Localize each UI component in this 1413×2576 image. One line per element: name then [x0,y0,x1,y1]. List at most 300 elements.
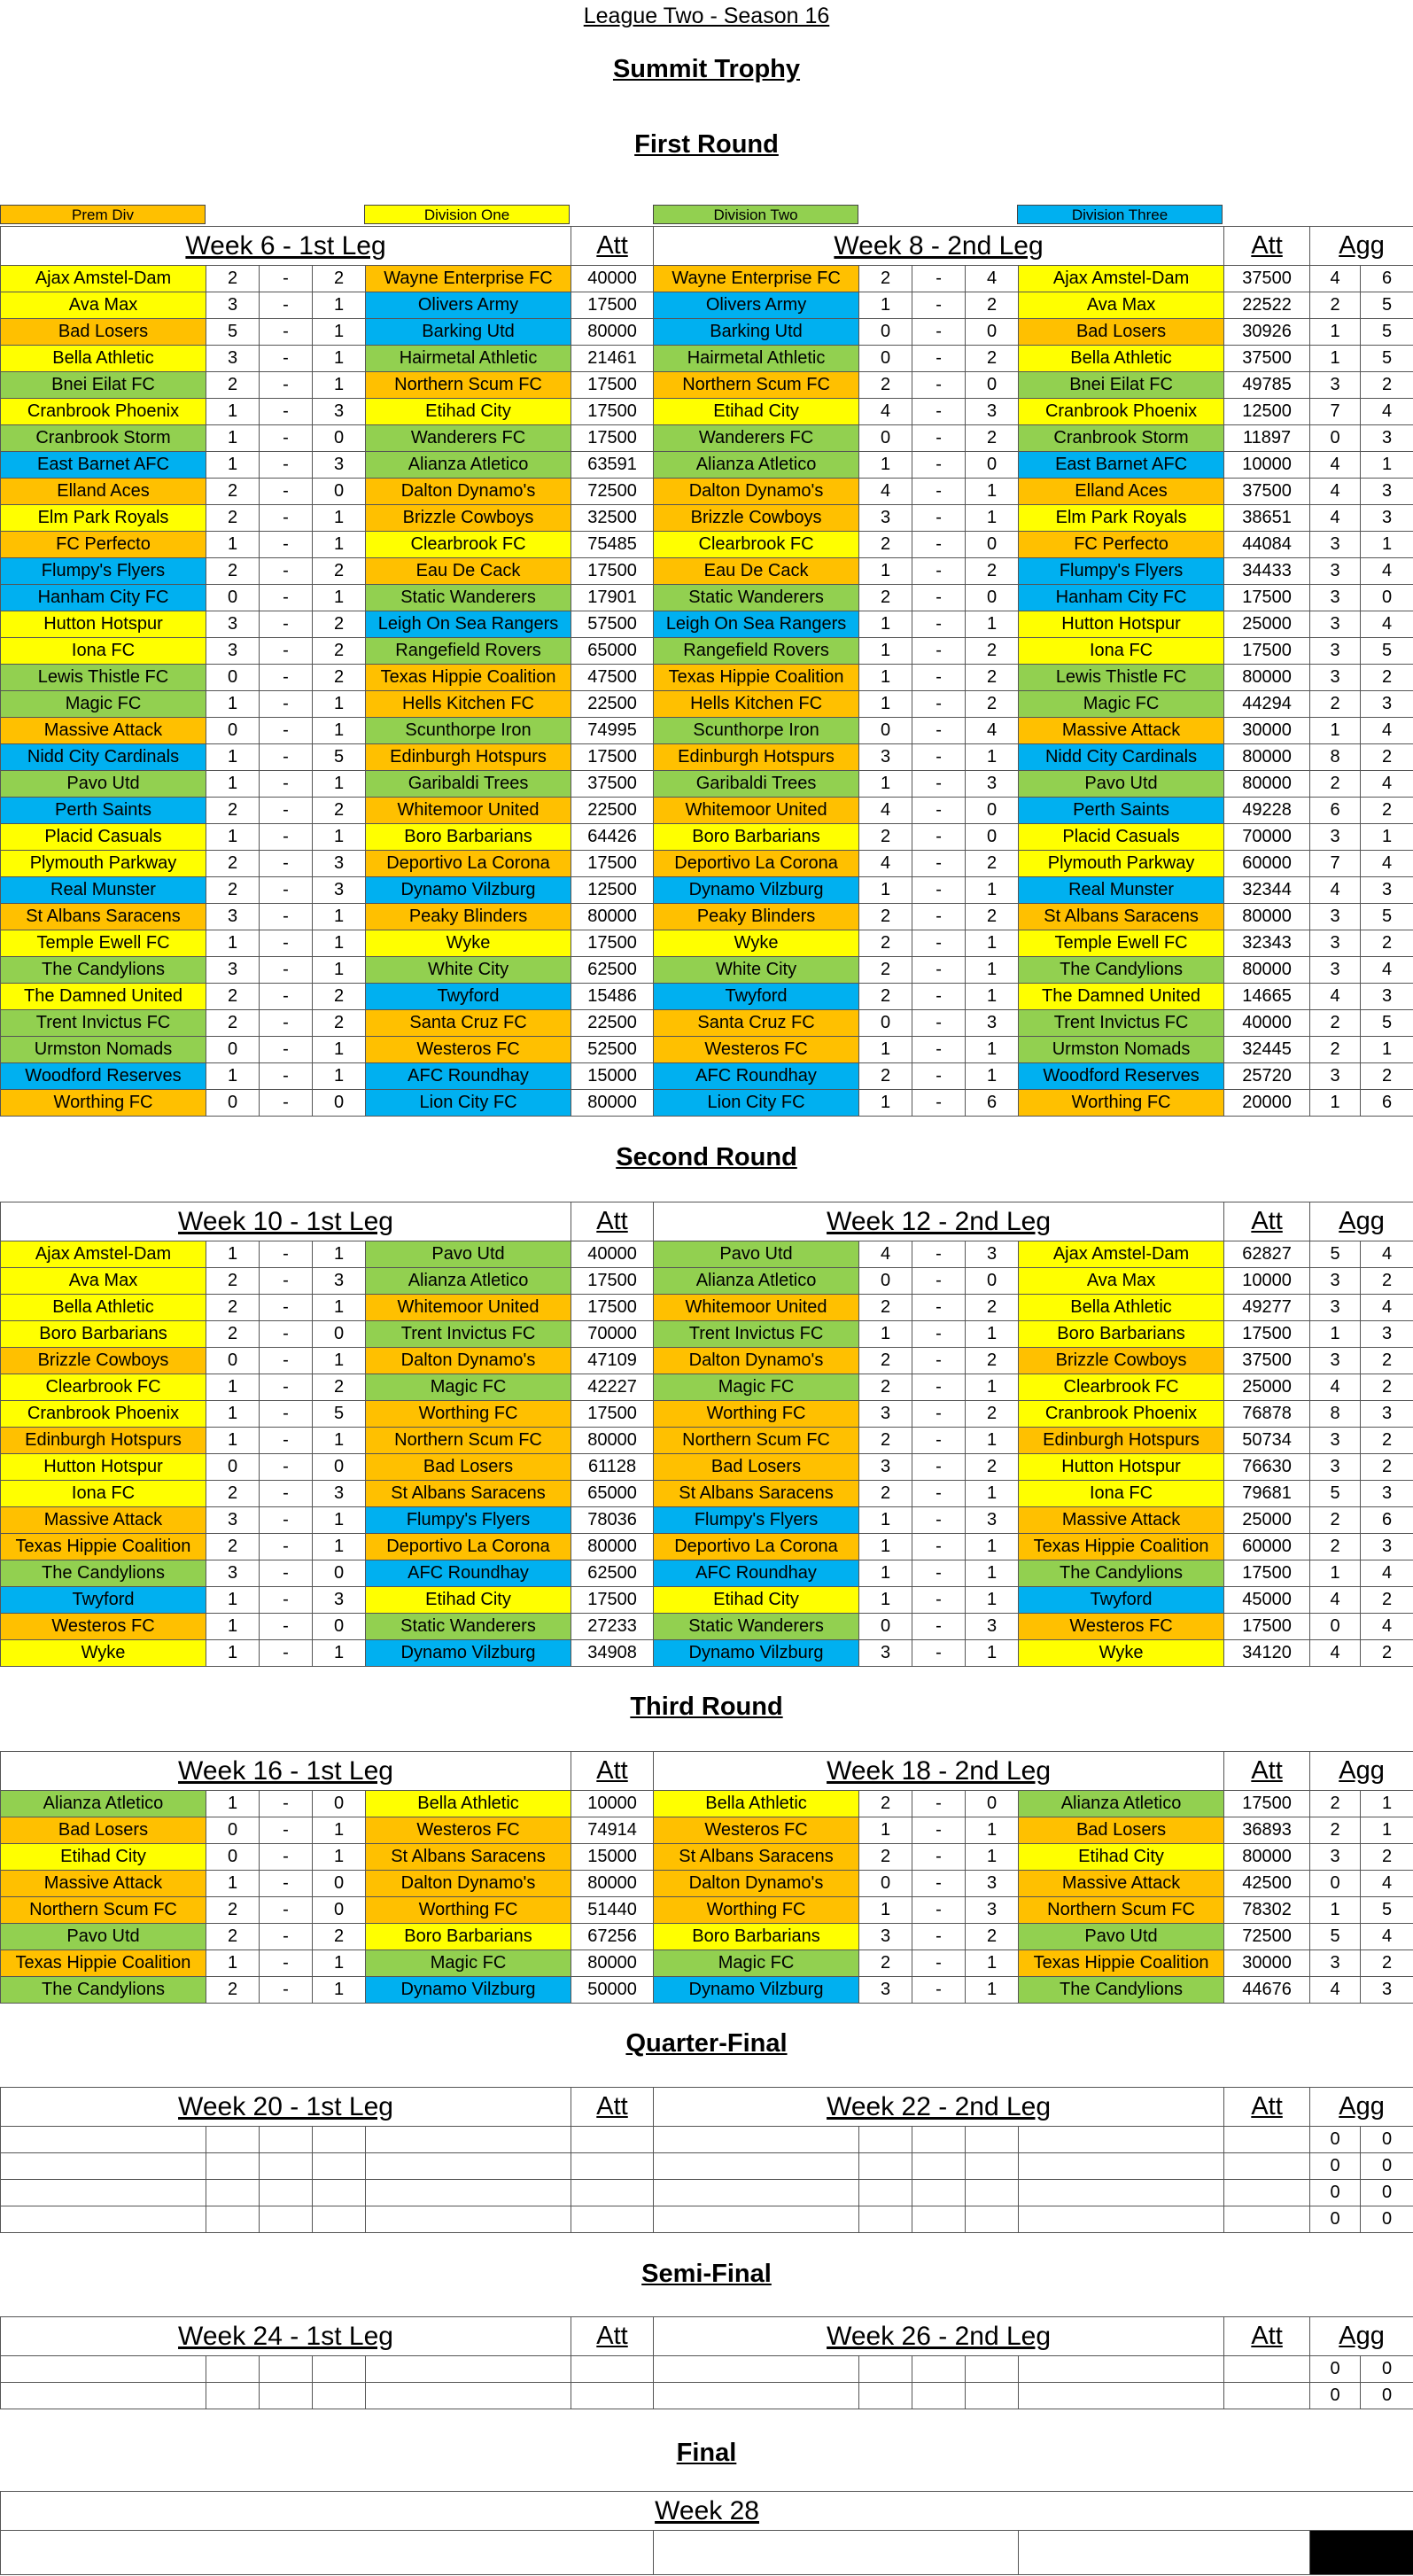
leg1-away-team: Northern Scum FC [366,1428,571,1454]
match-row [1,638,1413,665]
score-separator: - [260,984,313,1010]
leg1-home-score: 5 [206,319,260,346]
leg1-home-score: 2 [206,1977,260,2004]
leg1-away-score: 0 [313,1090,366,1117]
leg2-attendance: 38651 [1224,505,1310,532]
leg2-home-score: 0 [859,1268,912,1295]
agg-score-second: 3 [1361,1401,1413,1428]
leg1-home-team: Bad Losers [1,319,206,346]
leg1-attendance: 17500 [571,292,654,319]
leg1-home-score: 1 [206,1428,260,1454]
leg1-away-team: Deportivo La Corona [366,851,571,877]
leg2-home-team: Dynamo Vilzburg [654,1977,859,2004]
leg2-home-team: Whitemoor United [654,1295,859,1321]
leg1-home-score: 0 [206,1844,260,1871]
leg1-away-score: 1 [313,1844,366,1871]
agg-score-second: 2 [1361,1268,1413,1295]
leg2-away-score [966,2180,1019,2206]
leg1-away-team: Rangefield Rovers [366,638,571,665]
leg2-home-team: Wanderers FC [654,425,859,452]
leg1-home-team [1,2383,206,2409]
leg2-home-score [859,2383,912,2409]
leg1-attendance: 32500 [571,505,654,532]
match-row [1,266,1413,292]
leg2-home-score: 1 [859,1897,912,1924]
leg1-away-score: 1 [313,1950,366,1977]
leg2-away-score: 2 [966,691,1019,718]
leg2-attendance: 11897 [1224,425,1310,452]
agg-score-first: 2 [1310,1507,1361,1534]
agg-score-second: 2 [1361,1640,1413,1667]
score-separator: - [912,1950,966,1977]
leg2-away-team [1019,2153,1224,2180]
leg1-attendance: 15000 [571,1844,654,1871]
leg2-home-score: 3 [859,1401,912,1428]
score-separator: - [260,1321,313,1348]
leg1-title: Week 20 - 1st Leg [1,2088,571,2127]
leg1-home-score: 2 [206,1295,260,1321]
leg2-home-score: 1 [859,1534,912,1560]
agg-score-second: 3 [1361,1534,1413,1560]
leg1-away-team: Alianza Atletico [366,452,571,479]
score-separator: - [912,1534,966,1560]
agg-score-first: 4 [1310,505,1361,532]
leg2-home-team [654,2127,859,2153]
match-row [1,1428,1413,1454]
score-separator [260,2180,313,2206]
score-separator: - [260,505,313,532]
match-row [1,292,1413,319]
leg1-away-score: 0 [313,1321,366,1348]
score-separator: - [260,957,313,984]
leg1-away-score: 3 [313,452,366,479]
final-table [0,2491,1413,2575]
leg1-attendance: 74914 [571,1817,654,1844]
leg2-home-team: Static Wanderers [654,585,859,611]
match-row [1,372,1413,399]
leg1-away-score: 1 [313,1640,366,1667]
leg2-away-score: 0 [966,319,1019,346]
leg2-away-score: 1 [966,1587,1019,1614]
agg-score-second: 3 [1361,425,1413,452]
leg1-away-score: 3 [313,851,366,877]
score-separator: - [260,1950,313,1977]
agg-score-first: 3 [1310,824,1361,851]
leg1-home-score: 3 [206,904,260,930]
leg2-away-score: 2 [966,904,1019,930]
agg-score-first: 3 [1310,1063,1361,1090]
leg1-attendance: 17500 [571,1295,654,1321]
agg-header: Agg [1310,2317,1413,2356]
agg-score-second: 3 [1361,505,1413,532]
leg2-home-team: Wyke [654,930,859,957]
leg2-away-team: The Candylions [1019,957,1224,984]
leg2-away-score: 0 [966,585,1019,611]
leg1-away-score [313,2180,366,2206]
leg1-home-team: FC Perfecto [1,532,206,558]
leg2-home-score: 0 [859,718,912,744]
leg2-away-score: 1 [966,930,1019,957]
score-separator: - [260,1871,313,1897]
agg-score-first: 2 [1310,1037,1361,1063]
agg-score-first: 8 [1310,1401,1361,1428]
leg1-away-score: 1 [313,1534,366,1560]
leg1-home-score: 2 [206,1268,260,1295]
agg-score-first: 3 [1310,1454,1361,1481]
leg1-home-team: Worthing FC [1,1090,206,1117]
leg2-away-score: 0 [966,532,1019,558]
leg2-home-score: 4 [859,798,912,824]
leg2-attendance: 80000 [1224,904,1310,930]
leg1-attendance: 47109 [571,1348,654,1374]
agg-score-second: 1 [1361,824,1413,851]
score-separator [912,2206,966,2233]
leg1-attendance: 62500 [571,1560,654,1587]
leg1-away-score: 3 [313,1481,366,1507]
agg-score-second: 3 [1361,1321,1413,1348]
leg1-away-team [366,2127,571,2153]
score-separator: - [260,1507,313,1534]
leg1-home-score: 1 [206,1401,260,1428]
agg-score-second: 5 [1361,292,1413,319]
score-separator: - [912,266,966,292]
match-row [1,1321,1413,1348]
leg1-away-score: 0 [313,1791,366,1817]
score-separator: - [912,930,966,957]
leg2-away-score: 6 [966,1090,1019,1117]
leg1-attendance: 12500 [571,877,654,904]
leg2-home-team: Texas Hippie Coalition [654,665,859,691]
leg2-away-team: Boro Barbarians [1019,1321,1224,1348]
agg-score-second: 4 [1361,399,1413,425]
match-row [1,505,1413,532]
leg2-attendance: 22522 [1224,292,1310,319]
leg2-home-score: 2 [859,984,912,1010]
leg2-home-team: Twyford [654,984,859,1010]
leg1-home-team: Plymouth Parkway [1,851,206,877]
leg1-home-team: Hutton Hotspur [1,611,206,638]
leg1-home-score: 3 [206,1507,260,1534]
leg2-attendance: 12500 [1224,399,1310,425]
leg2-away-team: Hanham City FC [1019,585,1224,611]
agg-score-second: 1 [1361,1037,1413,1063]
leg1-away-score: 3 [313,1268,366,1295]
agg-score-second: 0 [1361,2206,1413,2233]
leg2-away-team: Bnei Eilat FC [1019,372,1224,399]
leg2-away-score: 3 [966,1897,1019,1924]
leg2-home-team: Clearbrook FC [654,532,859,558]
leg2-away-team: Etihad City [1019,1844,1224,1871]
leg2-away-score: 1 [966,1321,1019,1348]
leg1-home-score: 1 [206,1950,260,1977]
leg2-away-team: East Barnet AFC [1019,452,1224,479]
score-separator: - [912,319,966,346]
leg2-attendance [1224,2383,1310,2409]
leg1-away-score: 1 [313,957,366,984]
match-row [1,824,1413,851]
score-separator: - [260,611,313,638]
leg1-attendance: 10000 [571,1791,654,1817]
leg1-attendance: 42227 [571,1374,654,1401]
leg1-attendance: 47500 [571,665,654,691]
leg1-away-team: Dalton Dynamo's [366,1348,571,1374]
leg2-away-team [1019,2356,1224,2383]
leg2-away-score: 1 [966,611,1019,638]
leg1-attendance: 27233 [571,1614,654,1640]
score-separator: - [260,479,313,505]
agg-score-first: 1 [1310,1321,1361,1348]
agg-score-first: 0 [1310,425,1361,452]
leg2-attendance: 32445 [1224,1037,1310,1063]
leg1-away-team: Olivers Army [366,292,571,319]
match-row [1,319,1413,346]
agg-score-second: 6 [1361,1090,1413,1117]
leg2-title: Week 22 - 2nd Leg [654,2088,1224,2127]
leg1-attendance: 21461 [571,346,654,372]
leg1-home-team: Massive Attack [1,1507,206,1534]
round-table [0,1751,1413,2004]
match-row [1,1348,1413,1374]
leg1-home-score: 2 [206,558,260,585]
match-row [1,425,1413,452]
leg2-home-score: 3 [859,1977,912,2004]
leg1-away-team: AFC Roundhay [366,1063,571,1090]
leg1-home-score: 2 [206,266,260,292]
agg-header: Agg [1310,1752,1413,1791]
leg2-away-score: 3 [966,1010,1019,1037]
leg2-attendance [1224,2180,1310,2206]
leg1-home-team: Edinburgh Hotspurs [1,1428,206,1454]
leg1-home-score: 3 [206,292,260,319]
score-separator: - [260,1241,313,1268]
leg1-away-score: 1 [313,319,366,346]
leg2-home-team: Hairmetal Athletic [654,346,859,372]
leg2-home-score: 2 [859,266,912,292]
leg1-home-score: 0 [206,585,260,611]
leg2-home-score: 2 [859,904,912,930]
agg-score-first: 0 [1310,2206,1361,2233]
score-separator: - [260,638,313,665]
leg2-home-team: Alianza Atletico [654,1268,859,1295]
leg2-away-team: Wyke [1019,1640,1224,1667]
score-separator: - [260,691,313,718]
leg1-away-score: 1 [313,372,366,399]
leg2-home-score: 1 [859,1587,912,1614]
leg2-home-team: Dalton Dynamo's [654,1871,859,1897]
leg1-away-score: 1 [313,585,366,611]
leg2-attendance: 25000 [1224,1507,1310,1534]
leg1-home-team: Flumpy's Flyers [1,558,206,585]
match-row [1,1481,1413,1507]
score-separator: - [912,1924,966,1950]
agg-score-second: 5 [1361,638,1413,665]
leg1-away-score: 2 [313,1010,366,1037]
leg2-away-team: Iona FC [1019,1481,1224,1507]
agg-score-second: 4 [1361,771,1413,798]
leg1-home-team: Pavo Utd [1,1924,206,1950]
leg2-title: Week 18 - 2nd Leg [654,1752,1224,1791]
leg2-attendance: 25000 [1224,1374,1310,1401]
leg2-home-team: Wayne Enterprise FC [654,266,859,292]
leg1-home-score [206,2153,260,2180]
leg1-home-score: 2 [206,1897,260,1924]
score-separator: - [260,1897,313,1924]
agg-score-second: 4 [1361,957,1413,984]
score-separator: - [912,798,966,824]
leg2-home-team: Lion City FC [654,1090,859,1117]
leg1-away-score: 1 [313,1063,366,1090]
leg2-away-team: Elm Park Royals [1019,505,1224,532]
score-separator: - [912,372,966,399]
leg2-away-team: Texas Hippie Coalition [1019,1534,1224,1560]
leg2-away-score [966,2383,1019,2409]
leg1-home-score: 0 [206,665,260,691]
score-separator: - [912,1507,966,1534]
leg1-attendance: 17500 [571,744,654,771]
leg2-home-score: 1 [859,1560,912,1587]
leg1-home-team: The Candylions [1,1560,206,1587]
agg-score-second: 4 [1361,1560,1413,1587]
leg1-attendance: 22500 [571,691,654,718]
leg1-away-team: Hairmetal Athletic [366,346,571,372]
score-separator: - [260,1481,313,1507]
leg2-attendance: 80000 [1224,665,1310,691]
final-right-cell [1019,2531,1310,2575]
leg1-away-team: Boro Barbarians [366,824,571,851]
leg2-away-score: 2 [966,292,1019,319]
leg1-away-score: 3 [313,877,366,904]
leg1-home-team [1,2153,206,2180]
leg1-attendance: 80000 [571,1950,654,1977]
leg2-away-score: 4 [966,718,1019,744]
att-header: Att [1224,2317,1310,2356]
score-separator: - [912,691,966,718]
leg1-attendance: 80000 [571,1534,654,1560]
leg2-away-team: Flumpy's Flyers [1019,558,1224,585]
leg1-away-score: 2 [313,798,366,824]
leg2-home-team: Bad Losers [654,1454,859,1481]
leg2-attendance: 30926 [1224,319,1310,346]
match-row [1,798,1413,824]
leg1-home-score: 2 [206,505,260,532]
leg1-home-team: Westeros FC [1,1614,206,1640]
score-separator: - [260,452,313,479]
leg1-away-team: Worthing FC [366,1401,571,1428]
score-separator: - [912,1560,966,1587]
score-separator: - [912,1037,966,1063]
leg1-away-score: 2 [313,1374,366,1401]
agg-score-first: 3 [1310,930,1361,957]
leg1-home-score: 2 [206,877,260,904]
agg-score-first: 4 [1310,452,1361,479]
leg1-attendance: 40000 [571,266,654,292]
agg-score-first: 8 [1310,744,1361,771]
leg2-attendance: 78302 [1224,1897,1310,1924]
score-separator: - [260,877,313,904]
score-separator: - [260,771,313,798]
leg2-attendance: 80000 [1224,957,1310,984]
leg2-away-team: Temple Ewell FC [1019,930,1224,957]
leg1-away-score: 1 [313,1977,366,2004]
leg2-home-team: White City [654,957,859,984]
match-row [1,1560,1413,1587]
agg-score-first: 7 [1310,851,1361,877]
leg1-home-score [206,2127,260,2153]
score-separator: - [912,346,966,372]
leg1-away-team: Magic FC [366,1374,571,1401]
leg1-attendance: 17500 [571,1268,654,1295]
leg2-home-team: Worthing FC [654,1401,859,1428]
leg1-attendance: 70000 [571,1321,654,1348]
agg-score-second: 2 [1361,1454,1413,1481]
leg1-away-score: 2 [313,611,366,638]
leg2-attendance: 34433 [1224,558,1310,585]
leg1-attendance: 80000 [571,319,654,346]
leg1-away-score: 1 [313,292,366,319]
agg-score-second: 0 [1361,2383,1413,2409]
leg1-home-score: 3 [206,957,260,984]
agg-score-second: 3 [1361,691,1413,718]
leg1-away-score: 2 [313,1924,366,1950]
leg1-home-team: Clearbrook FC [1,1374,206,1401]
leg1-home-team: Iona FC [1,638,206,665]
match-row [1,558,1413,585]
leg2-title: Week 26 - 2nd Leg [654,2317,1224,2356]
agg-score-second: 1 [1361,532,1413,558]
score-separator: - [260,1090,313,1117]
leg1-home-team: Texas Hippie Coalition [1,1534,206,1560]
leg1-away-team: Clearbrook FC [366,532,571,558]
leg1-home-score: 1 [206,1241,260,1268]
leg2-away-score: 2 [966,1401,1019,1428]
leg1-home-team: Bella Athletic [1,1295,206,1321]
leg2-away-team: Urmston Nomads [1019,1037,1224,1063]
leg1-home-score: 0 [206,1037,260,1063]
leg2-away-score: 1 [966,1063,1019,1090]
leg2-away-team: Alianza Atletico [1019,1791,1224,1817]
leg1-away-score: 0 [313,425,366,452]
leg1-away-team: Dynamo Vilzburg [366,877,571,904]
score-separator: - [260,665,313,691]
leg2-home-score: 0 [859,425,912,452]
att-header: Att [571,2088,654,2127]
score-separator: - [260,1454,313,1481]
leg2-home-team: Barking Utd [654,319,859,346]
leg1-away-team: Scunthorpe Iron [366,718,571,744]
leg2-away-team: Ava Max [1019,292,1224,319]
agg-score-first: 0 [1310,2153,1361,2180]
leg1-attendance: 17500 [571,930,654,957]
score-separator: - [260,1614,313,1640]
leg1-away-score: 2 [313,266,366,292]
leg2-away-score: 1 [966,1481,1019,1507]
leg1-title: Week 10 - 1st Leg [1,1202,571,1241]
leg1-home-score: 3 [206,638,260,665]
match-row [1,771,1413,798]
final-heading: Final [676,2439,737,2467]
leg1-home-score: 1 [206,1614,260,1640]
score-separator [260,2356,313,2383]
leg2-away-score: 2 [966,425,1019,452]
leg2-away-team: Trent Invictus FC [1019,1010,1224,1037]
agg-score-first: 3 [1310,532,1361,558]
agg-score-second: 2 [1361,1844,1413,1871]
leg1-away-score: 1 [313,1295,366,1321]
leg2-attendance: 45000 [1224,1587,1310,1614]
leg2-attendance: 76630 [1224,1454,1310,1481]
leg1-attendance: 62500 [571,957,654,984]
leg2-away-team: Elland Aces [1019,479,1224,505]
